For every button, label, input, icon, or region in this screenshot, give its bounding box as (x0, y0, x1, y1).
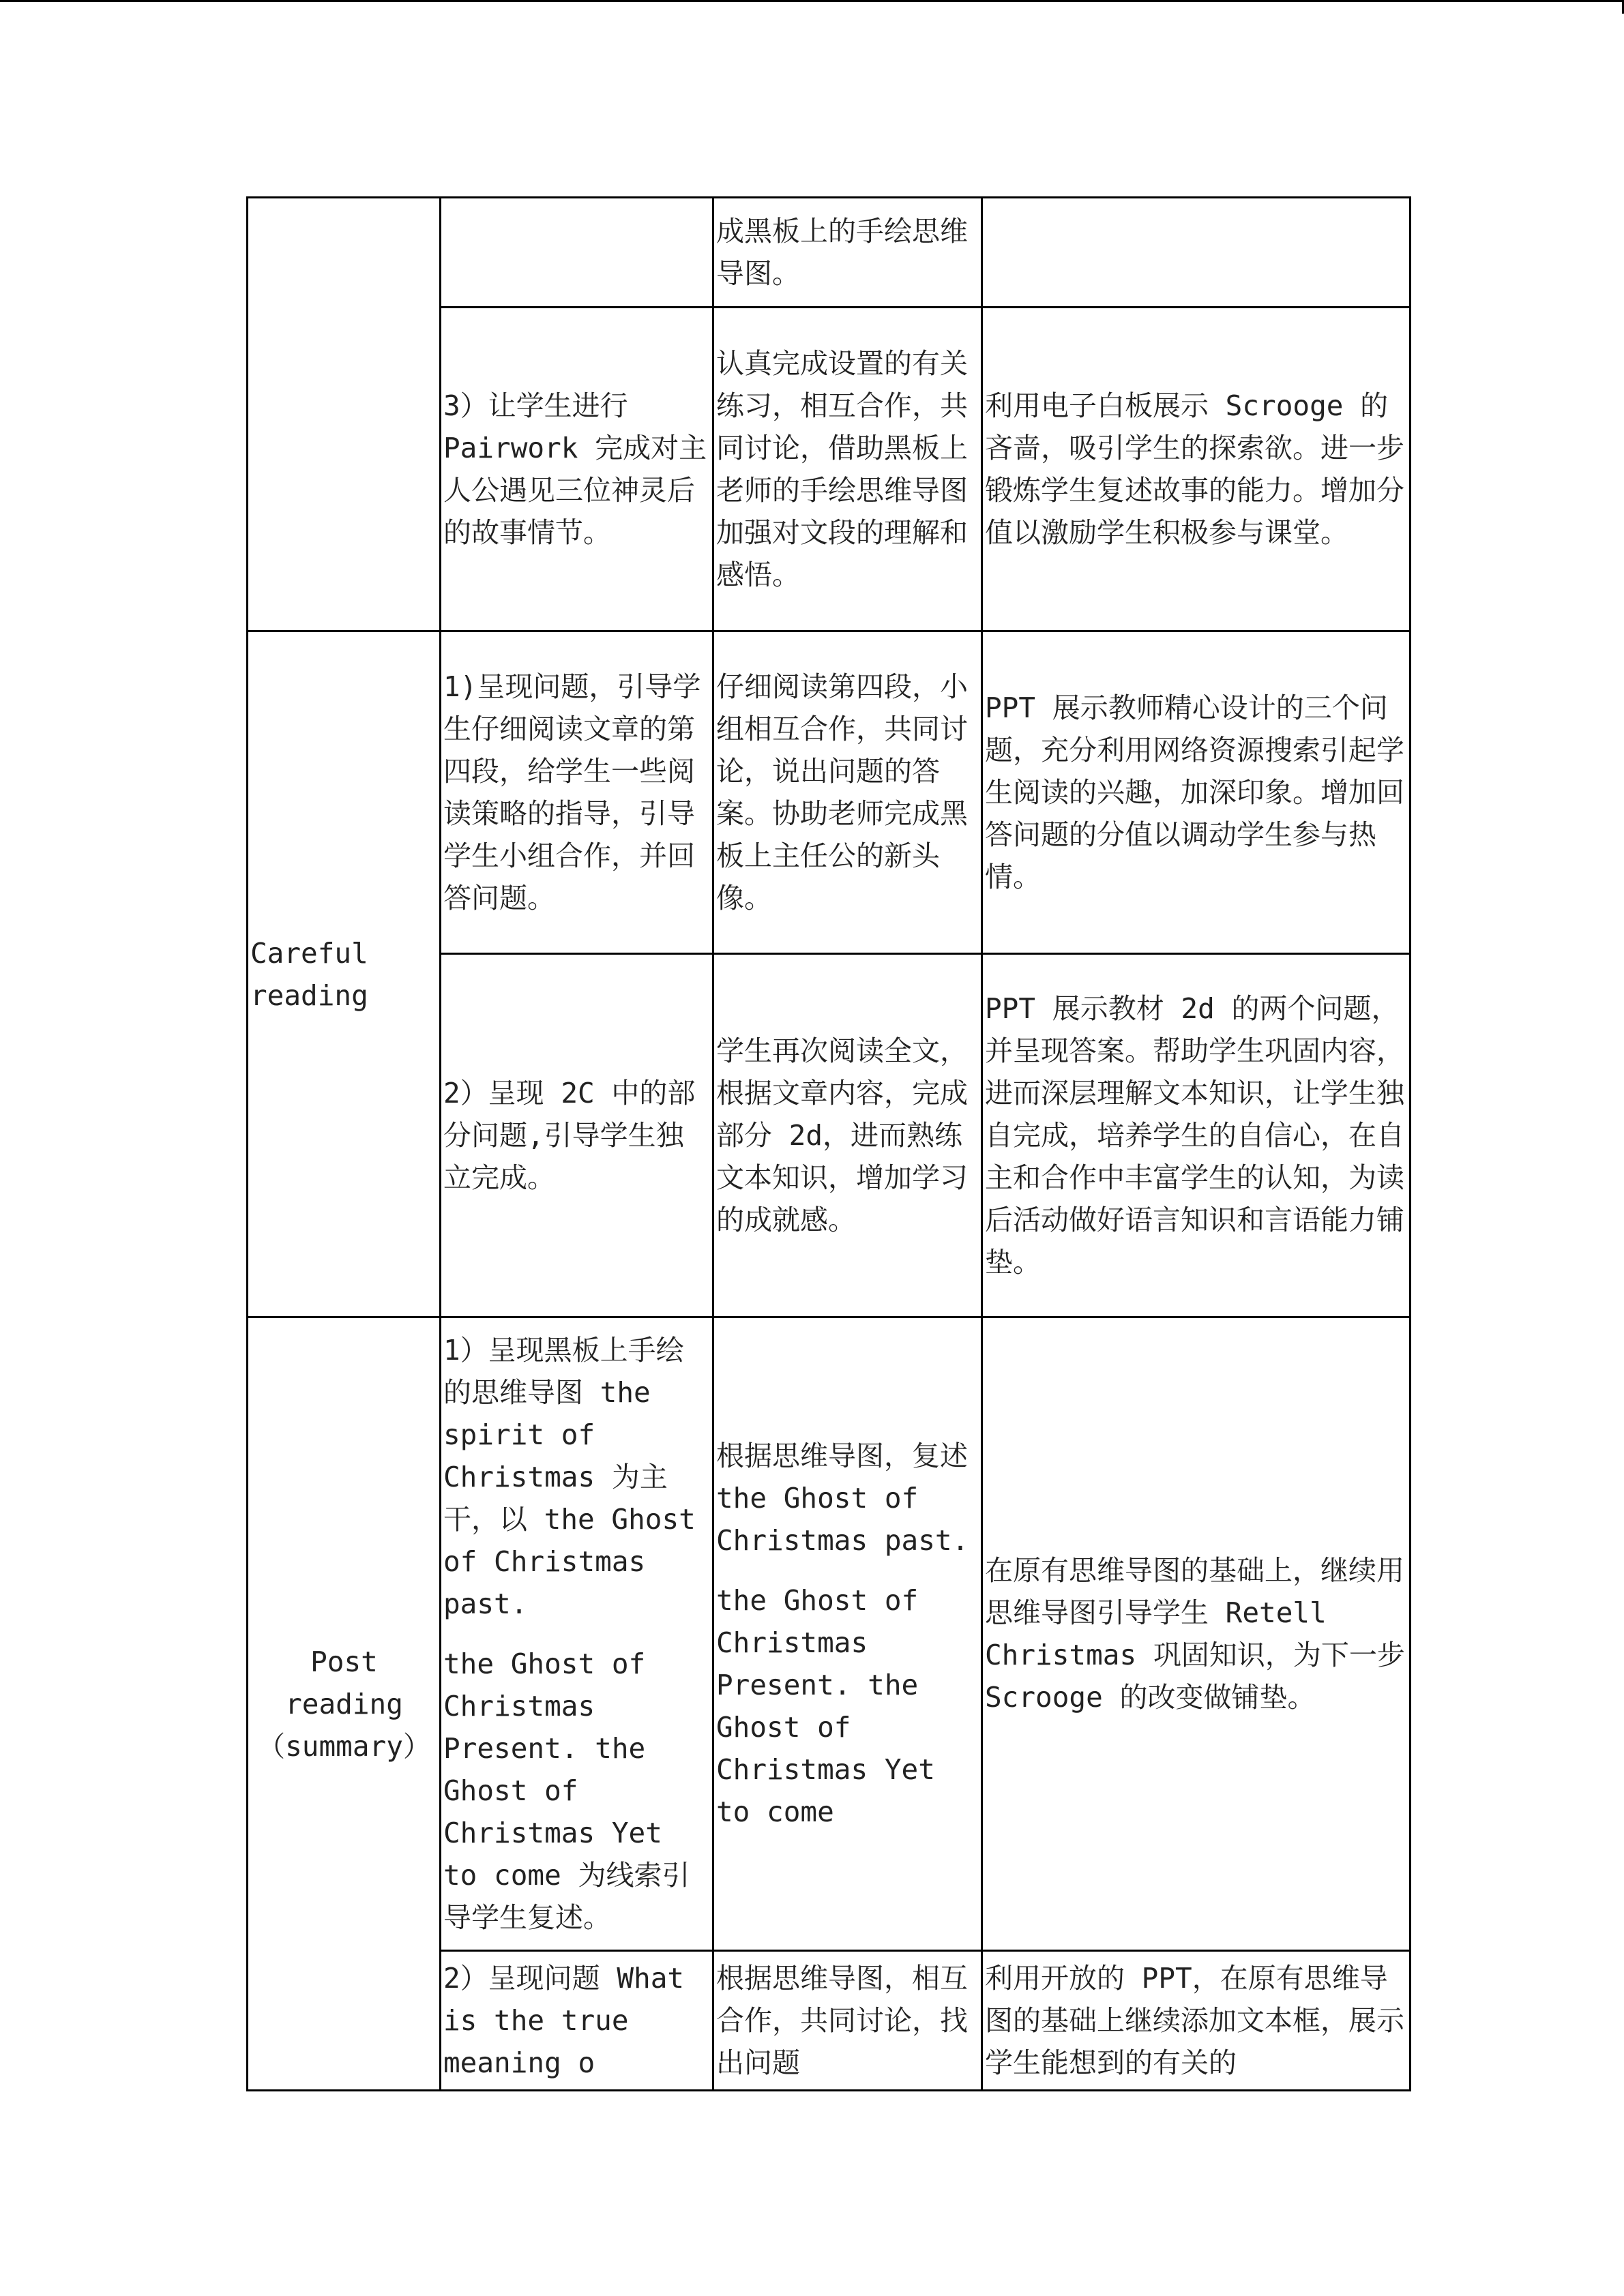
teacher-activity-cell (441, 1317, 713, 1951)
design-purpose-cell: 在原有思维导图的基础上，继续用思维导图引导学生 Retell Christmas 巩固知识，为下一步 Scrooge 的改变做铺垫。 (982, 1317, 1411, 1951)
teacher-activity-cell (441, 198, 713, 308)
design-purpose-cell: 利用开放的 PPT，在原有思维导图的基础上继续添加文本框，展示学生能想到的有关的 (982, 1951, 1411, 2091)
stage-cell-empty (248, 198, 441, 631)
design-purpose-cell: PPT 展示教师精心设计的三个问题，充分利用网络资源搜索引起学生阅读的兴趣，加深印象。增加回答问题的分值以调动学生参与热情。 (982, 631, 1411, 954)
table-row (248, 1317, 1411, 1951)
design-purpose-cell: PPT 展示教材 2d 的两个问题，并呈现答案。帮助学生巩固内容，进而深层理解文本知识，让学生独自完成，培养学生的自信心，在自主和合作中丰富学生的认知，为读后活动做好语言知识和言语能力铺垫。 (982, 954, 1411, 1317)
teacher-activity-cell: 2）呈现问题 What is the true meaning o (441, 1951, 713, 2091)
teacher-activity-paragraph: the Ghost of Christmas Present. the Ghost of Christmas Yet to come 为线索引导学生复述。 (443, 1648, 690, 1934)
stage-cell-post-reading (248, 1317, 441, 2091)
teacher-activity-paragraph: 1）呈现黑板上手绘的思维导图 the spirit of Christmas 为主干，以 the Ghost of Christmas past. (443, 1334, 696, 1620)
table-row (248, 198, 1411, 308)
student-activity-paragraph: 根据思维导图，复述 the Ghost of Christmas past. (716, 1440, 969, 1557)
lesson-plan-table (246, 196, 1411, 2091)
design-purpose-cell: 利用电子白板展示 Scrooge 的吝啬，吸引学生的探索欲。进一步锻炼学生复述故事的能力。增加分值以激励学生积极参与课堂。 (982, 308, 1411, 631)
student-activity-cell: 根据思维导图，相互合作，共同讨论，找出问题 (713, 1951, 982, 2091)
student-activity-paragraph: the Ghost of Christmas Present. the Ghost of Christmas Yet to come (716, 1584, 935, 1828)
stage-label-line1: Post reading (285, 1645, 403, 1720)
paragraph-gap (716, 1562, 979, 1579)
stage-cell-careful-reading: Careful reading (248, 631, 441, 1317)
teacher-activity-cell: 1)呈现问题，引导学生仔细阅读文章的第四段，给学生一些阅读策略的指导，引导学生小组合作，并回答问题。 (441, 631, 713, 954)
teacher-activity-cell: 3）让学生进行Pairwork 完成对主人公遇见三位神灵后的故事情节。 (441, 308, 713, 631)
stage-label-line2: （summary） (257, 1729, 431, 1763)
page-top-rule (0, 0, 1624, 2)
student-activity-cell: 成黑板上的手绘思维导图。 (713, 198, 982, 308)
student-activity-cell (713, 1317, 982, 1951)
table-row (248, 631, 1411, 954)
teacher-activity-cell: 2）呈现 2C 中的部分问题,引导学生独立完成。 (441, 954, 713, 1317)
paragraph-gap (443, 1625, 711, 1643)
design-purpose-cell (982, 198, 1411, 308)
student-activity-cell: 学生再次阅读全文，根据文章内容，完成部分 2d，进而熟练文本知识，增加学习的成就感。 (713, 954, 982, 1317)
student-activity-cell: 仔细阅读第四段，小组相互合作，共同讨论，说出问题的答案。协助老师完成黑板上主任公的新头像。 (713, 631, 982, 954)
student-activity-cell: 认真完成设置的有关练习，相互合作，共同讨论，借助黑板上老师的手绘思维导图加强对文段的理解和感悟。 (713, 308, 982, 631)
